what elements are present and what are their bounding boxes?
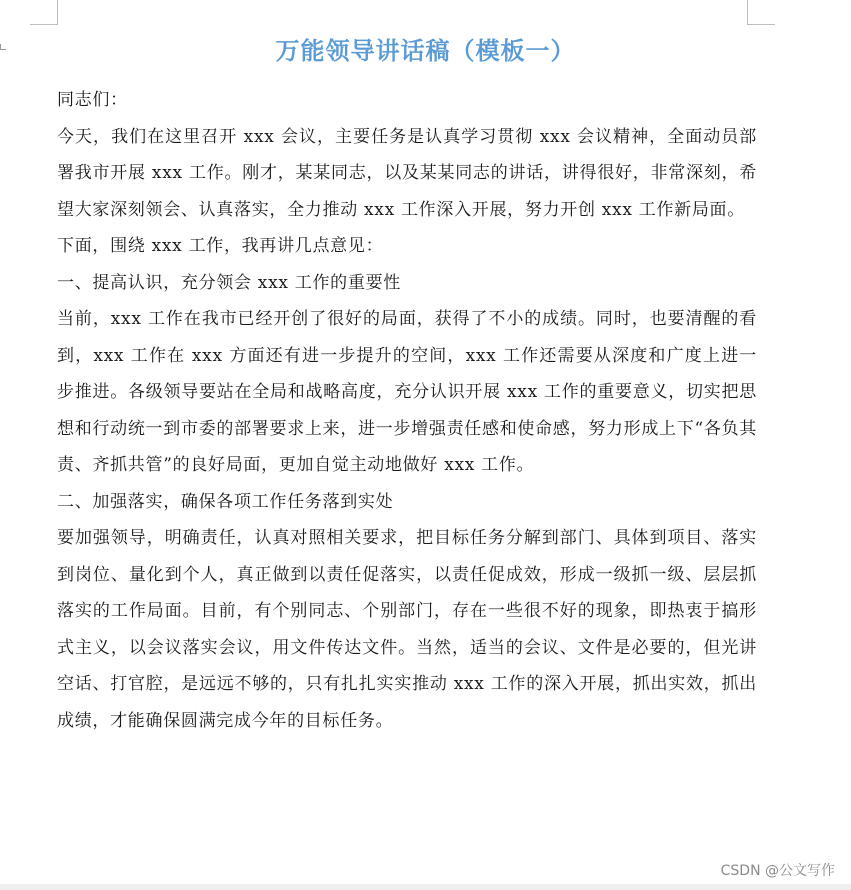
watermark: CSDN @公文写作 (720, 863, 835, 879)
crop-mark-top-left-vertical (57, 0, 58, 25)
section-1-paragraph: 当前，xxx 工作在我市已经开创了很好的局面，获得了不小的成绩。同时，也要清醒的看到，xxx 工作在 xxx 方面还有进一步提升的空间，xxx 工作还需要从深度和广度上进一步推进。各级领导要站在全局和战略高度，充分认识开展 xxx 工作的重要意义，切实把思想和行动统一到市委的部署要求上来，进一步增强责任感和使命感，努力形成上下“各负其责、齐抓共管”的良好局面，更加自觉主动地做好 xxx 工作。 (57, 309, 757, 475)
section-2-paragraph: 要加强领导，明确责任，认真对照相关要求，把目标任务分解到部门、具体到项目、落实到岗位、量化到个人，真正做到以责任促落实，以责任促成效，形成一级抓一级、层层抓落实的工作局面。目前，有个别同志、个别部门，存在一些很不好的现象，即热衷于搞形式主义，以会议落实会议，用文件传达文件。当然，适当的会议、文件是必要的，但光讲空话、打官腔，是远远不够的，只有扎扎实实推动 xxx 工作的深入开展，抓出实效，抓出成绩，才能确保圆满完成今年的目标任务。 (57, 528, 757, 731)
crop-mark-top-left-horizontal (30, 24, 57, 25)
transition-line: 下面，围绕 xxx 工作，我再讲几点意见： (57, 236, 384, 256)
section-heading-1: 一、提高认识，充分领会 xxx 工作的重要性 (57, 272, 401, 293)
salutation: 同志们： (57, 90, 128, 110)
document-title: 万能领导讲话稿（模板一） (275, 36, 576, 65)
opening-paragraph: 今天，我们在这里召开 xxx 会议，主要任务是认真学习贯彻 xxx 会议精神，全面动员部署我市开展 xxx 工作。刚才，某某同志，以及某某同志的讲话，讲得很好，非常深刻，希望大家深刻领会、认真落实，全力推动 xxx 工作深入开展，努力开创 xxx 工作新局面。 (57, 126, 757, 220)
section-heading-2: 二、加强落实，确保各项工作任务落到实处 (57, 491, 394, 512)
crop-mark-top-right-vertical (747, 0, 748, 25)
document-body (57, 82, 757, 739)
page-bottom-edge (0, 884, 851, 890)
crop-mark-top-right-horizontal (748, 24, 775, 25)
